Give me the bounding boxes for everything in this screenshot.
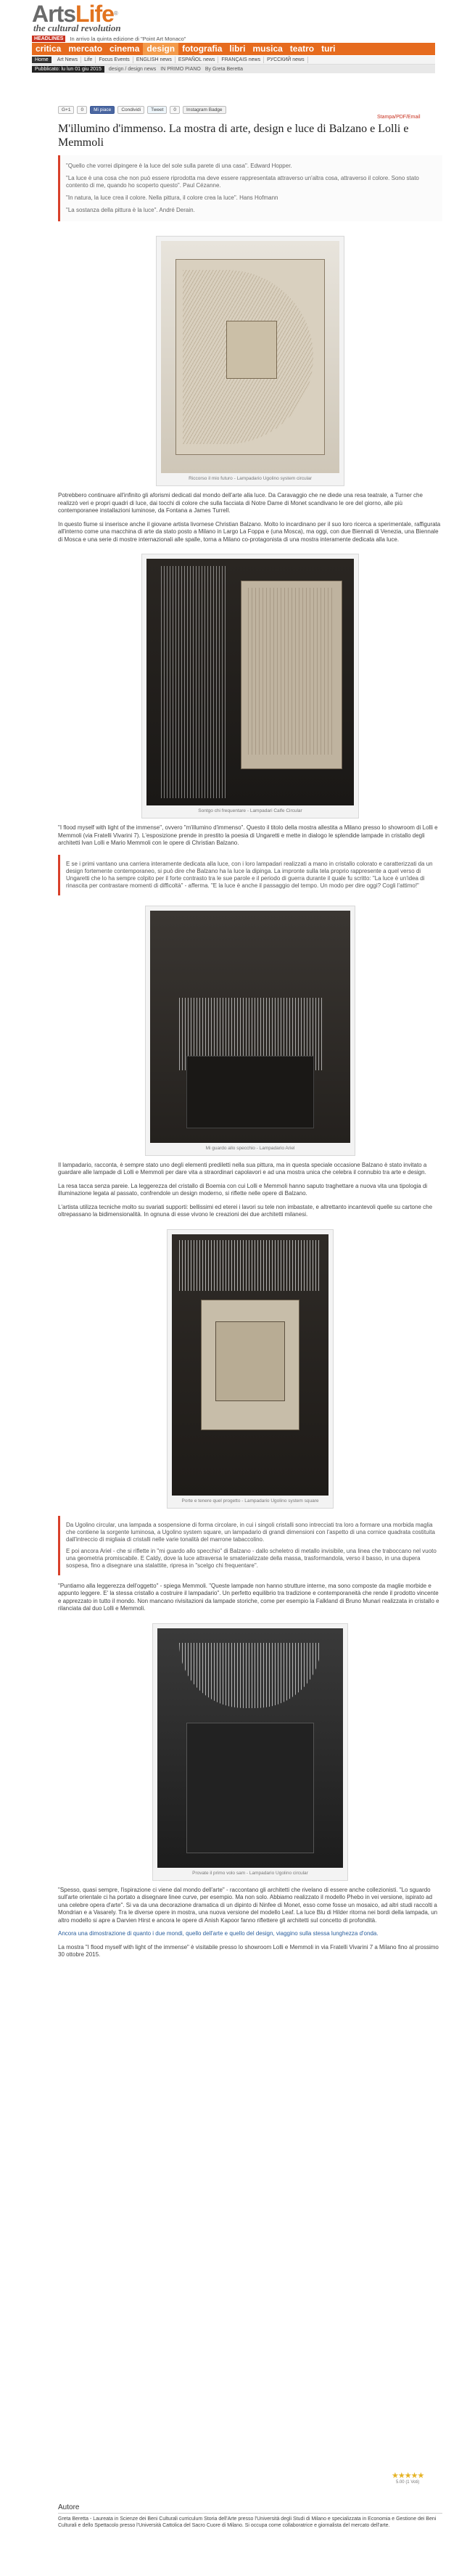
section-link[interactable]: design / design news <box>108 66 157 72</box>
author-heading: Autore <box>58 2503 442 2514</box>
author-box <box>58 2503 442 2529</box>
nav-item-cinema[interactable]: cinema <box>109 44 140 54</box>
artwork-image[interactable] <box>172 1234 328 1496</box>
figure-caption: Sontgo chi frequentare - Lampadari Calfe Circular <box>198 808 302 813</box>
figure-3 <box>145 906 355 1156</box>
article-meta-bar <box>32 65 435 73</box>
subnav-item[interactable]: РУССКИЙ news <box>264 57 308 63</box>
nav-item-turi[interactable]: turi <box>321 44 336 54</box>
author-link[interactable]: By Greta Beretta <box>204 66 244 72</box>
figure-caption: Mi guardo allo specchio - Lampadario Ariel <box>205 1145 295 1151</box>
article-title: M'illumino d'immenso. La mostra di arte, design e luce di Balzano e Lolli e Memmoli <box>58 123 409 149</box>
figure-caption: Porte e tenere quel progetto - Lampadario Ugolino system square <box>181 1498 319 1504</box>
pull-quote-text: E se i primi vantano una carriera interamente dedicata alla luce, con i loro lampadari realizzati a mano in cristallo colorato e caratterizzati da un design fortemente contemporaneo, si può dire che Balzano ha la luce la dipinga. La impronte sulla tela proprio rappresente a quel verso di Ungaretti che lo ha sempre colpito per il forte contrasto tra le sue parole e il periodo di guerra durante il quale fu scritto: "La luce è un'idea di rinascita per contrastare momenti di difficoltà" - afferma. "E la luce è anche il passaggio del tempo. Un modo per dire oggi? Cogli l'attimo!" <box>66 860 433 889</box>
artwork-image[interactable] <box>150 911 350 1143</box>
rating-stars-icon[interactable]: ★★★★★ <box>392 2472 424 2480</box>
article <box>58 122 442 1965</box>
headlines-badge: HEADLINES <box>32 36 65 42</box>
instagram-badge-button[interactable]: Instagram Badge <box>183 106 226 114</box>
paragraph: Ancora una dimostrazione di quanto i due mondi, quello dell'arte e quello del design, viaggino sulla stessa lunghezza d'onda. <box>58 1930 379 1937</box>
nav-item-mercato[interactable]: mercato <box>68 44 103 54</box>
nav-item-musica[interactable]: musica <box>252 44 283 54</box>
logo-wordmark: ArtsLife® <box>32 1 117 27</box>
figure-4 <box>167 1229 334 1509</box>
subnav-item[interactable]: Art News <box>54 57 81 63</box>
paragraph: Potrebbero continuare all'infinito gli aforismi dedicati dal mondo dell'arte alla luce. Da Caravaggio che ne diede una resa teatrale, a Turner che realizzò veri e propri quadri di luce, dai tocchi di colore che sulla facciata di Notre Dame di Monet scandivano le ore del giorno, alle più contemporanee installazioni luminose, da Fontana a James Turrell. <box>58 492 423 514</box>
figure-1 <box>156 236 344 486</box>
nav-item-teatro[interactable]: teatro <box>289 44 315 54</box>
subnav-home[interactable]: Home <box>32 57 51 63</box>
figure-caption: Riccorso il mio futuro - Lampadario Ugolino system circular <box>189 476 312 481</box>
publish-date: Pubblicato: lu lun 01 giu 2015 <box>32 66 104 73</box>
quote: "Quello che vorrei dipingere è la luce del sole sulla parete di una casa". Edward Hopper. <box>66 163 292 169</box>
main-nav <box>32 43 435 55</box>
quote: "La luce è una cosa che non può essere riprodotta ma deve essere rappresentata attraverso un'altra cosa, attraverso il colore. Sono stato contento di me, quando ho scoperto questo". Paul Cézanne. <box>66 175 419 189</box>
paragraph: "Spesso, quasi sempre, l'ispirazione ci viene dal mondo dell'arte" - raccontano gli architetti che rivelano di essere anche collezionisti. "Lo sguardo sull'arte orientale ci ha portato a disegnare linee curve, per esempio. Ma non solo. Abbiamo realizzato il modello Phebo in vei versione, ispirato ad una celebre opera d'arte". Si va da una decorazione dramatica di un dipinto di Ninfee di Monet, esso come fosse un mosaico, ad altri studi raccolti a Mondrian e a Vasarely. Tra le diverse opere in mostra, una nuova versione del modello Leaf. La luce Blu di Hilder ritorna nei bordi della lampada, un altro modello si apre a Darvien Hirst e ancora le opere di Anish Kapoor fanno riflettere gli architetti sul concetto di profondità. <box>58 1886 438 1924</box>
logo-tagline: the cultural revolution <box>33 22 121 33</box>
pull-quote-text: E poi ancora Ariel - che si riflette in "mi guardo allo specchio" di Balzano - dallo scheletro di metallo invisibile, una linea che traboccano nel vuoto una geometria promiscabile. E Caldy, dove la luce attraversa le smaterializzate della massa, trasformandola, verso il basso, in una dupera sospesa, fino a disegnare una stalattite, ripresa in "scelgo chi frequentare". <box>66 1547 437 1569</box>
quote: "In natura, la luce crea il colore. Nella pittura, il colore crea la luce". Hans Hofmann <box>66 194 278 201</box>
paragraph: "Puntiamo alla leggerezza dell'oggetto" - spiega Memmoli. "Queste lampade non hanno strutture interne, ma sono composte da maglie morbide e appunto leggere. E' la stessa cristallo a costruire il lampadario". Un perfetto equilibrio tra tradizione e contemporaneità che rende il prodotto vincente e apprezzato in tutto il mondo. Non mancano rivisitazioni da lampade storiche, come per esempio la Falkland di Bruno Munari realizzata in cristallo e rilanciata dal duo Lolli e Memmoli. <box>58 1582 439 1612</box>
author-bio: Greta Beretta - Laureata in Scienze dei Beni Culturali curriculum Storia dell'Arte presso l'Università degli Studi di Milano e specializzata in Economia e Gestione dei Beni Culturali e dello Spettacolo presso l'Università Cattolica del Sacro Cuore di Milano. Si occupa come collaboratrice e giornalista del mercato dell'arte. <box>58 2516 437 2528</box>
pull-quote <box>58 855 442 895</box>
nav-item-libri[interactable]: libri <box>229 44 246 54</box>
paragraph: La resa tacca senza pareie. La leggerezza del cristallo di Boemia con cui Lolli e Memmoli hanno saputo traghettare a nuova vita una tipologia di illuminazione legata al passato, confrendole un design moderno, si riflette nelle opere di Balzano. <box>58 1182 428 1197</box>
paragraph: L'artista utilizza tecniche molto su svariati supporti: bellissimi ed eterei i lavori su tele non imbastate, e altrettanto incantevoli quelle su cartone che oltrepassano la bidimensionalità. In ognuna di esse vivono le creazioni dei due architetti milanesi. <box>58 1203 433 1218</box>
paragraph: La mostra "I flood myself with light of the immense" è visitabile presso lo showroom Lolli e Memmoli in via Fratelli Vivarini 7 a Milano fino al prossimo 30 ottobre 2015. <box>58 1943 439 1958</box>
paragraph: In questo fiume si inserisce anche il giovane artista livornese Christian Balzano. Molto lo incardinano per il suo loro ricerca a sperimentale, raffigurata all'interno come una macchina di arte da stato posto a Milano in Largo La Foppa e (una Mosca), ma oggi, con due Biennali di Venezia, una Biennale di Mosca e una serie di mostre internazionali alle spalle, torna a Milano co-protagonista di una mostra interamente dedicata alla luce. <box>58 520 441 543</box>
pull-quote <box>58 1516 442 1575</box>
quote-box <box>58 155 442 221</box>
fb-like-button[interactable]: Mi piace <box>90 106 115 114</box>
tweet-button[interactable]: Tweet <box>147 106 167 114</box>
artwork-image[interactable] <box>161 241 339 473</box>
headlines-bar <box>32 35 186 42</box>
artwork-image[interactable] <box>157 1628 343 1868</box>
paragraph: Il lampadario, racconta, è sempre stato uno degli elementi prediletti nella sua pittura, ma in questa speciale occasione Balzano è stato invitato a guardare alle lampade di Lolli e Memmoli per dare vita a straordinari capolavori e ad una mostra unica che celebra il connubio tra arte e design. <box>58 1161 427 1176</box>
gplus-button[interactable]: G+1 <box>58 106 74 114</box>
tweet-count: 0 <box>170 106 180 114</box>
subnav-item[interactable]: FRANÇAIS news <box>218 57 264 63</box>
subnav-item[interactable]: ESPAÑOL news <box>175 57 219 63</box>
nav-item-design[interactable]: design <box>143 43 178 55</box>
paragraph: "I flood myself with light of the immense", ovvero "m'illumino d'immenso". Questo il titolo della mostra allestita a Milano presso lo showroom di Lolli e Memmoli (via Fratelli Vivarini 7). L'esposizione prende in prestito la poesia di Ungaretti e mette in dialogo le splendide lampade in cristallo degli architetti Ivan Lolli e Mario Memmoli con le opere di Christian Balzano. <box>58 824 438 846</box>
tag-link[interactable]: IN PRIMO PIANO <box>160 66 201 72</box>
nav-item-fotografia[interactable]: fotografia <box>182 44 223 54</box>
fb-share-button[interactable]: Condividi <box>117 106 144 114</box>
figure-5 <box>152 1623 348 1881</box>
article-rating[interactable] <box>392 2471 423 2485</box>
share-count: 0 <box>77 106 87 114</box>
print-pdf-email-link[interactable]: Stampa/PDF/Email <box>377 115 421 120</box>
figure-2 <box>141 554 359 819</box>
headlines-text[interactable]: In arrivo la quinta edizione di "Point Art Monaco" <box>70 35 186 42</box>
quote: "La sostanza della pittura è la luce". André Derain. <box>66 207 195 213</box>
subnav-item[interactable]: Focus Events <box>96 57 133 63</box>
subnav-item[interactable]: ENGLISH news <box>133 57 175 63</box>
rating-text: 5.00 (1 Voti) <box>395 2480 420 2485</box>
figure-caption: Provate il primo volo sam - Lampadario Ugolino circular <box>192 1870 308 1876</box>
site-logo[interactable] <box>32 1 121 33</box>
nav-item-critica[interactable]: critica <box>36 44 62 54</box>
sub-nav <box>32 56 435 65</box>
masthead <box>0 0 467 33</box>
subnav-item[interactable]: Life <box>81 57 96 63</box>
pull-quote-text: Da Ugolino circular, una lampada a sospensione di forma circolare, in cui i singoli cristalli sono intrecciati tra loro a formare una morbida maglia che contiene la sorgente luminosa, a Ugolino system square, un lampadario di grandi dimensioni con l'aspetto di una cornice quadrata costituita dall'intreccio di migliaia di cristalli nelle varie tonalità del marrone tabaccolino. <box>66 1521 435 1543</box>
artwork-image[interactable] <box>146 559 354 805</box>
